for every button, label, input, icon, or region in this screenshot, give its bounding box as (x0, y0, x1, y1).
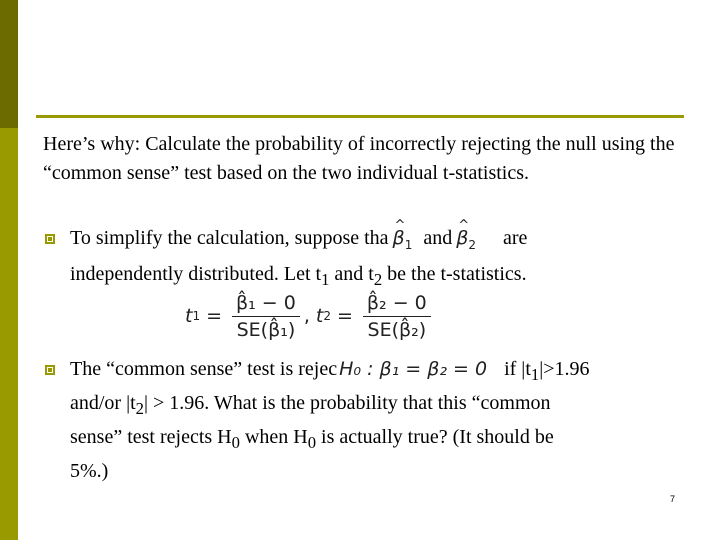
left-accent-bar-top (0, 0, 18, 128)
bullet2-text-a: The “common sense” test is rejec (70, 358, 338, 380)
bullet1-text-b: and (423, 227, 453, 249)
bullet2-sub3: 0 (231, 433, 240, 452)
formula-t2-sub: 2 (323, 309, 331, 323)
square-bullet-icon (45, 234, 55, 244)
square-bullet-icon (45, 365, 55, 375)
bullet2-line2-b: | > 1.96. What is the probability that this “common (143, 392, 551, 414)
bullet1-text-a: To simplify the calculation, suppose tha (70, 227, 389, 249)
bullet1-text-c: are (503, 227, 528, 249)
bullet1-sub2: 2 (373, 269, 383, 289)
t-statistics-formula: t 1 = $\frac{\text{β̂₁ − 0}}{\text{SE(β̂₁)}}$ , t 2 = $\frac{\text{β̂₂ − 0}}{\text{SE(β̂₂)}}$ (185, 284, 435, 348)
bullet2-line3-c: is actually true? (It should be (316, 426, 554, 448)
bullet-item-2 (43, 355, 683, 486)
bullet1-text-d: independently distributed. Let t (70, 262, 322, 285)
bullet2-line3-a: sense” test rejects H (70, 426, 232, 448)
fraction-t2 (363, 292, 431, 341)
intro-paragraph: Here’s why: Calculate the probability of incorrectly rejecting the null using the “common sense” test based on the two individual t-statistics. (43, 133, 675, 184)
bullet1-text-f: be the t-statistics. (382, 262, 527, 285)
bullet1-sub1: 1 (321, 269, 330, 289)
bullet2-line4: 5%.) (70, 460, 109, 482)
fraction-t1-numerator: β̂₁ − 0 (232, 292, 300, 317)
bullet2-sub2: 2 (135, 399, 144, 418)
bullet2-line2-a: and/or |t (70, 392, 136, 414)
bullet2-sub1: 1 (530, 365, 540, 384)
bullet2-text-c: |>1.96 (539, 358, 590, 380)
formula-t1: t (185, 305, 193, 327)
fraction-t1 (232, 292, 300, 341)
fraction-t2-numerator: β̂₂ − 0 (363, 292, 431, 317)
bullet2-text-b: if |t (504, 358, 531, 380)
null-hypothesis-math: H₀ : β₁ = β₂ = 0 (339, 358, 488, 380)
formula-t2: t (315, 305, 324, 327)
fraction-t2-denominator: SE(β̂₂) (367, 318, 427, 341)
title-divider (36, 115, 684, 118)
fraction-t1-denominator: SE(β̂₁) (236, 318, 296, 341)
beta2-hat-symbol: ^ $\beta_2$ (456, 227, 476, 249)
bullet2-line3-b: when H (239, 426, 308, 448)
formula-t1-sub: 1 (192, 309, 201, 323)
bullet2-sub4: 0 (307, 433, 317, 452)
left-accent-bar-bottom (0, 128, 18, 540)
page-number: 7 (670, 494, 676, 504)
bullet1-text-e: and t (329, 262, 374, 285)
beta1-hat-symbol: ^ $\beta_1$ (393, 227, 413, 249)
